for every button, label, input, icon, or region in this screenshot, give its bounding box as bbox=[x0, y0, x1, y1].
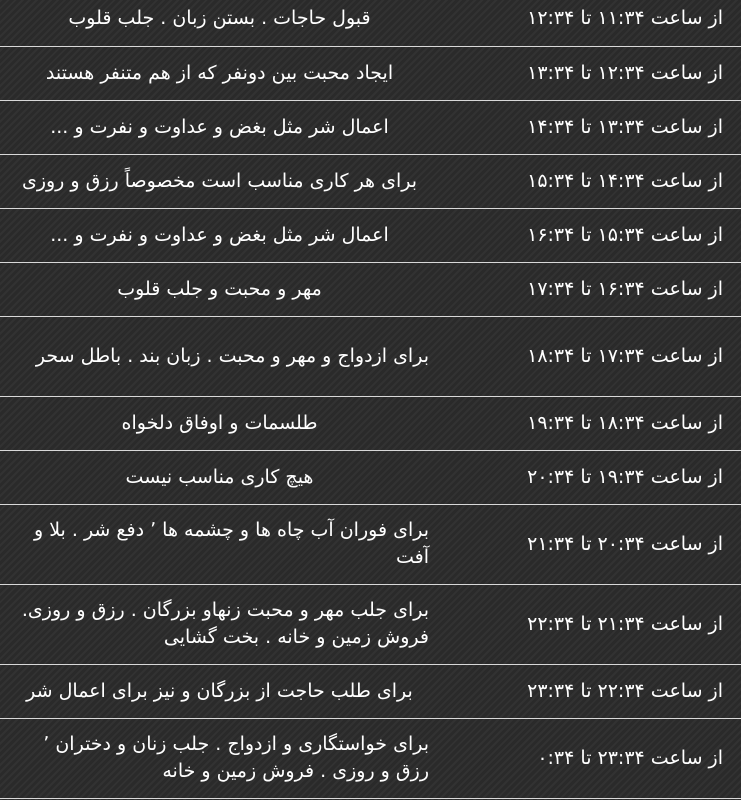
description-cell: ایجاد محبت بین دونفر که از هم متنفر هستند bbox=[0, 46, 445, 100]
time-range-cell: از ساعت ۱۶:۳۴ تا ۱۷:۳۴ bbox=[445, 262, 741, 316]
description-cell: برای خواستگاری و ازدواج . جلب زنان و دختران ٬ رزق و روزی . فروش زمین و خانه bbox=[0, 718, 445, 798]
time-range-cell: از ساعت ۱۵:۳۴ تا ۱۶:۳۴ bbox=[445, 208, 741, 262]
table-row bbox=[0, 450, 741, 504]
time-range-cell: از ساعت ۲۱:۳۴ تا ۲۲:۳۴ bbox=[445, 584, 741, 664]
table-row bbox=[0, 0, 741, 46]
table-row bbox=[0, 100, 741, 154]
description-cell: اعمال شر مثل بغض و عداوت و نفرت و ... bbox=[0, 208, 445, 262]
table-row bbox=[0, 154, 741, 208]
description-cell: برای ازدواج و مهر و محبت . زبان بند . باطل سحر bbox=[0, 316, 445, 396]
description-cell: قبول حاجات . بستن زبان . جلب قلوب bbox=[0, 0, 445, 46]
time-range-cell: از ساعت ۱۹:۳۴ تا ۲۰:۳۴ bbox=[445, 450, 741, 504]
table-row bbox=[0, 316, 741, 396]
description-cell: برای طلب حاجت از بزرگان و نیز برای اعمال شر bbox=[0, 664, 445, 718]
table-row bbox=[0, 396, 741, 450]
table-row bbox=[0, 262, 741, 316]
time-range-cell: از ساعت ۲۲:۳۴ تا ۲۳:۳۴ bbox=[445, 664, 741, 718]
description-cell: اعمال شر مثل بغض و عداوت و نفرت و ... bbox=[0, 100, 445, 154]
time-range-cell: از ساعت ۲۰:۳۴ تا ۲۱:۳۴ bbox=[445, 504, 741, 584]
time-range-cell: از ساعت ۱۳:۳۴ تا ۱۴:۳۴ bbox=[445, 100, 741, 154]
time-range-cell: از ساعت ۱۸:۳۴ تا ۱۹:۳۴ bbox=[445, 396, 741, 450]
description-cell: مهر و محبت و جلب قلوب bbox=[0, 262, 445, 316]
table-row bbox=[0, 504, 741, 584]
table-row bbox=[0, 718, 741, 798]
table-row bbox=[0, 46, 741, 100]
time-range-cell: از ساعت ۲۳:۳۴ تا ۰:۳۴ bbox=[445, 718, 741, 798]
table-row bbox=[0, 584, 741, 664]
description-cell: برای فوران آب چاه ها و چشمه ها ٬ دفع شر . بلا و آفت bbox=[0, 504, 445, 584]
time-range-cell: از ساعت ۱۱:۳۴ تا ۱۲:۳۴ bbox=[445, 0, 741, 46]
description-cell: هیچ کاری مناسب نیست bbox=[0, 450, 445, 504]
table-row bbox=[0, 664, 741, 718]
time-range-cell: از ساعت ۱۲:۳۴ تا ۱۳:۳۴ bbox=[445, 46, 741, 100]
description-cell: برای جلب مهر و محبت زنهاو بزرگان . رزق و روزی. فروش زمین و خانه . بخت گشایی bbox=[0, 584, 445, 664]
description-cell: برای هر کاری مناسب است مخصوصاً رزق و روزی bbox=[0, 154, 445, 208]
table-row bbox=[0, 208, 741, 262]
description-cell: طلسمات و اوفاق دلخواه bbox=[0, 396, 445, 450]
time-range-cell: از ساعت ۱۷:۳۴ تا ۱۸:۳۴ bbox=[445, 316, 741, 396]
time-range-cell: از ساعت ۱۴:۳۴ تا ۱۵:۳۴ bbox=[445, 154, 741, 208]
